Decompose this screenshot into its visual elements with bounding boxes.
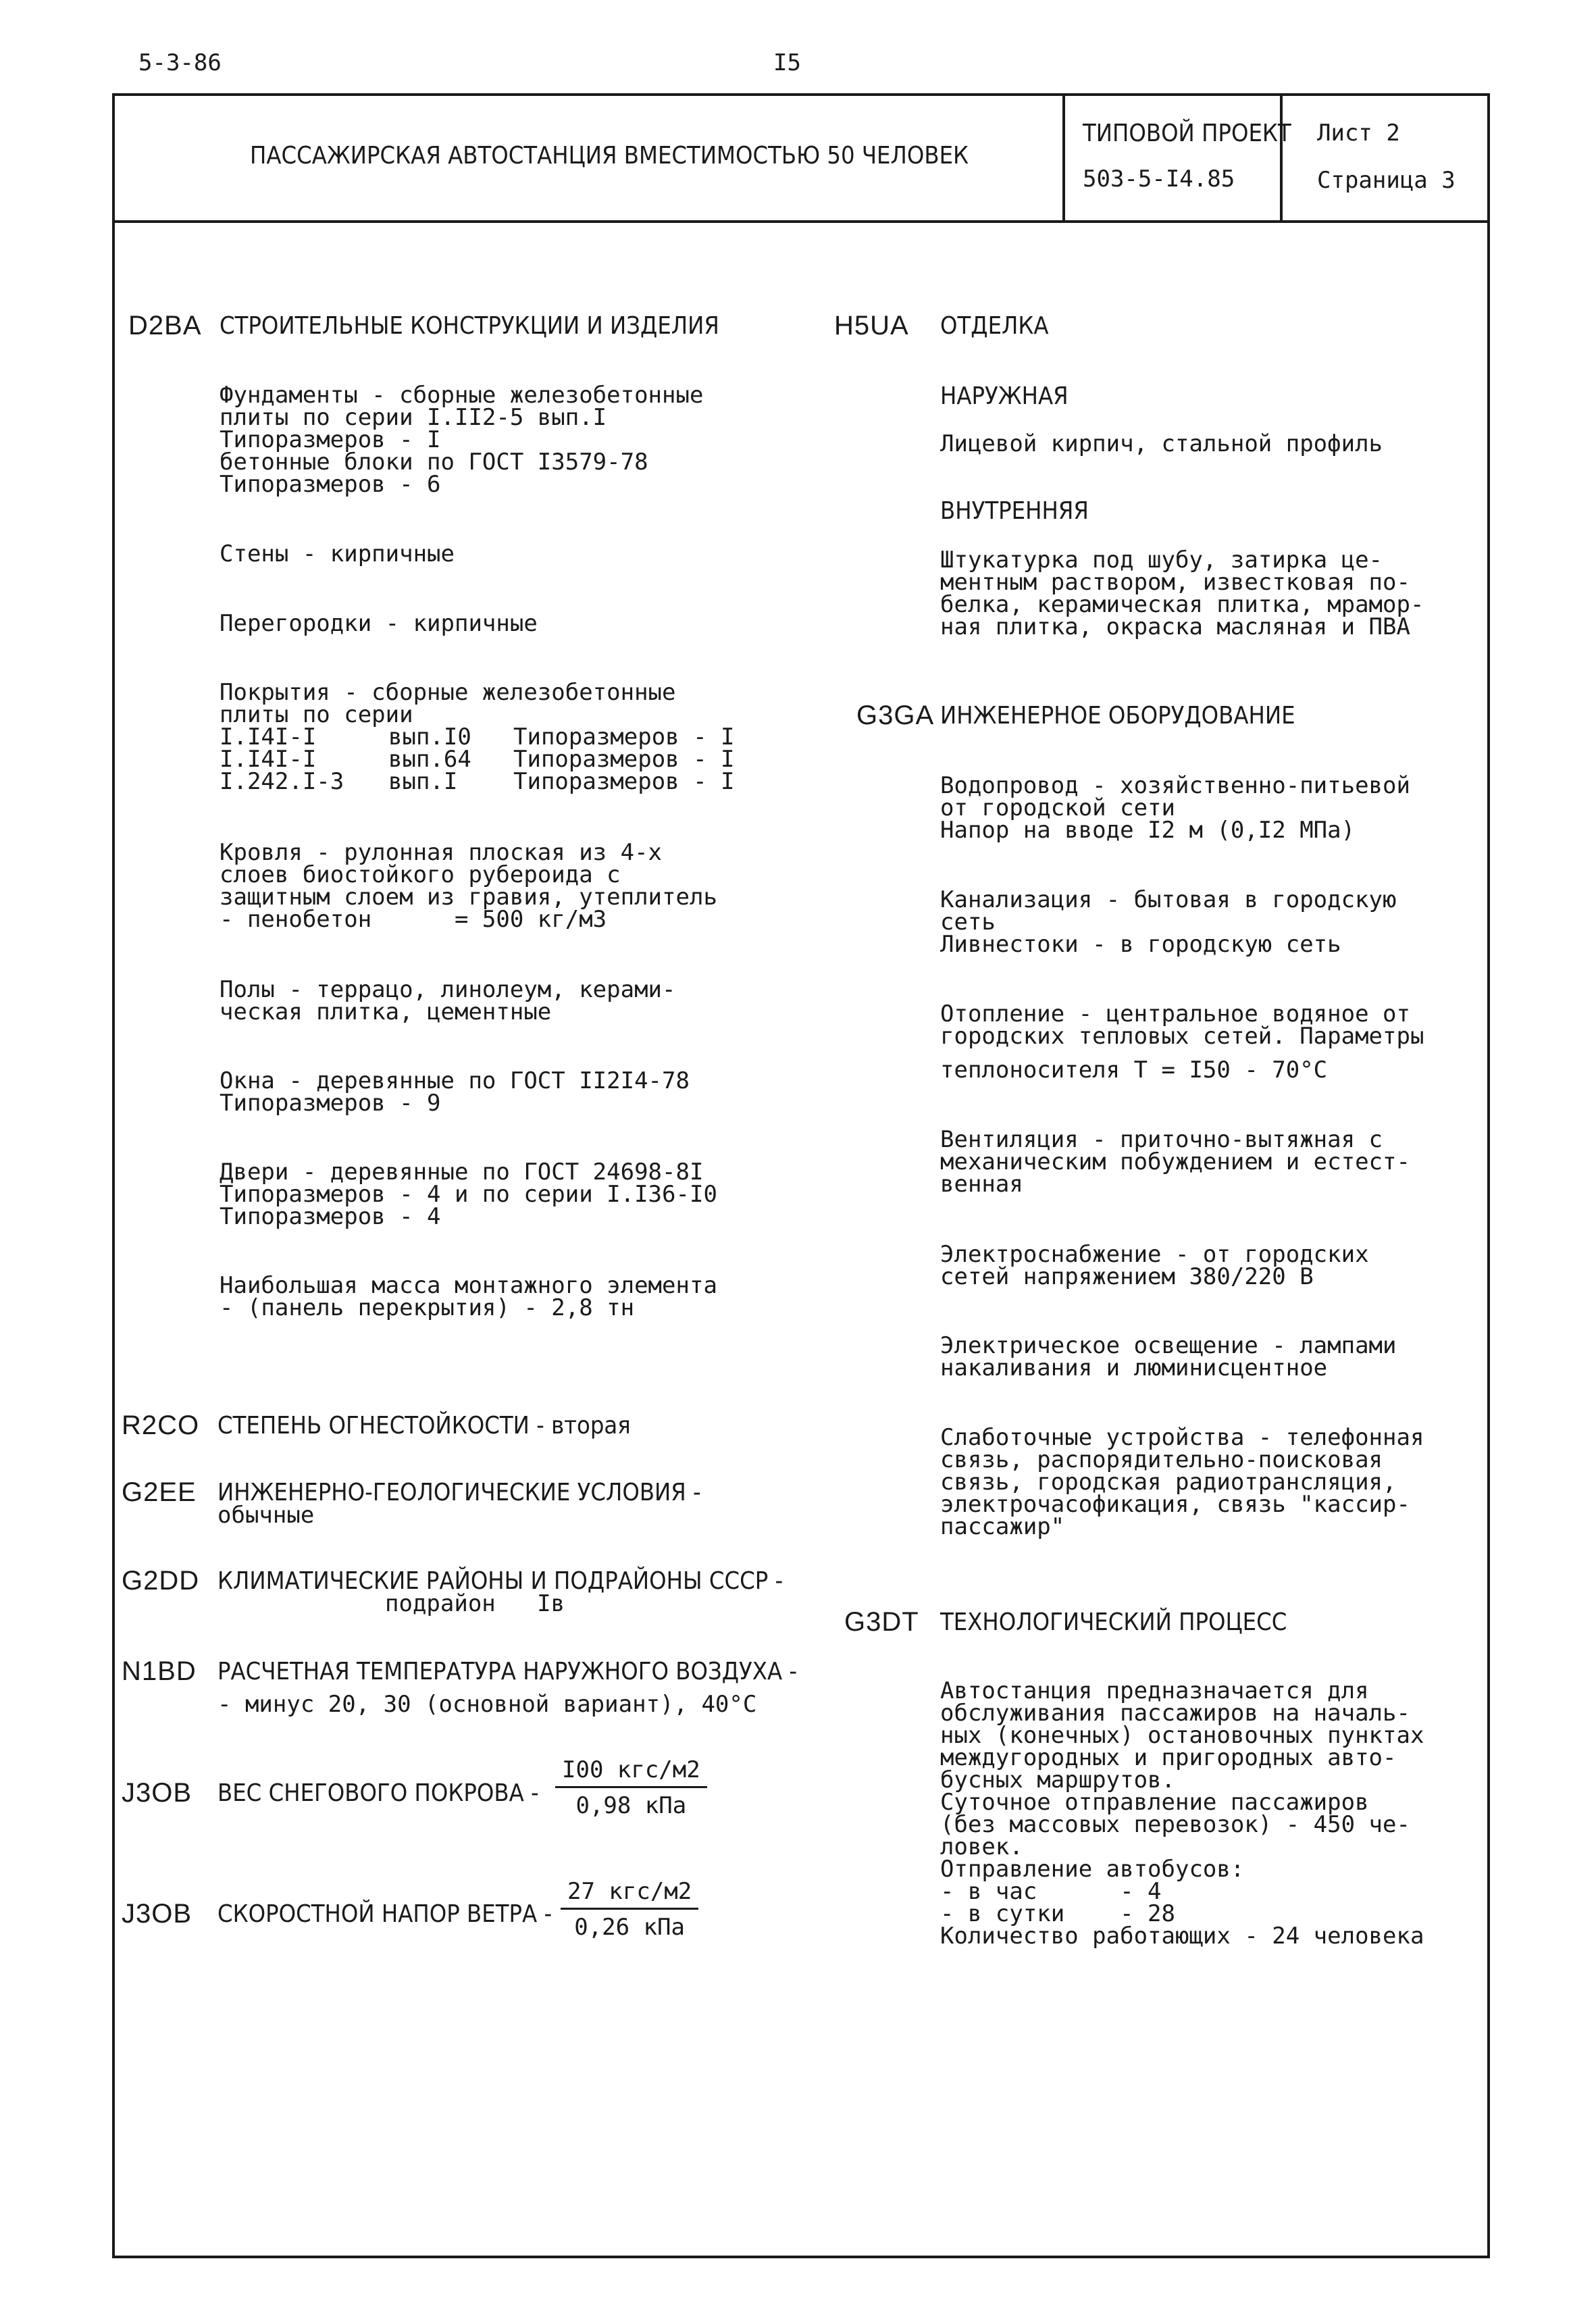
fraction-denominator: 0,26 кПа: [574, 1914, 685, 1941]
text-line: бусных маршрутов.: [940, 1766, 1175, 1794]
title-block-divider: [112, 220, 1490, 223]
section-heading: СТЕПЕНЬ ОГНЕСТОЙКОСТИ - вторая: [217, 1412, 631, 1440]
section-code: N1BD: [122, 1656, 197, 1686]
text-line: Вентиляция - приточно-вытяжная с: [940, 1126, 1383, 1153]
project-number: 503-5-I4.85: [1083, 166, 1235, 193]
text-line: - в час - 4: [940, 1878, 1162, 1905]
text-line: теплоносителя Т = I50 - 70°С: [940, 1057, 1328, 1084]
page-number: I5: [773, 49, 801, 76]
table-row-series: I.I4I-I: [220, 746, 317, 773]
text-line: Типоразмеров - I: [220, 426, 441, 453]
snow-fraction: [555, 1756, 707, 1819]
text-line: подрайон Iв: [385, 1590, 565, 1617]
text-line: ментным раствором, известковая по-: [940, 569, 1410, 596]
fraction-numerator: 27 кгс/м2: [561, 1878, 698, 1910]
table-row-issue: вып.I: [388, 768, 458, 795]
text-line: Канализация - бытовая в городскую: [940, 886, 1397, 913]
wind-fraction: [561, 1878, 698, 1941]
text-line: ловек.: [940, 1833, 1023, 1860]
text-line: обслуживания пассажиров на началь-: [940, 1700, 1410, 1727]
section-heading: ИНЖЕНЕРНО-ГЕОЛОГИЧЕСКИЕ УСЛОВИЯ -: [217, 1479, 701, 1506]
text-line: Кровля - рулонная плоская из 4-х: [220, 839, 663, 866]
text-line: сетей напряжением 380/220 В: [940, 1263, 1314, 1290]
section-heading: СТРОИТЕЛЬНЫЕ КОНСТРУКЦИИ И ИЗДЕЛИЯ: [220, 312, 719, 340]
text-line: Отправление автобусов:: [940, 1856, 1245, 1883]
table-row-sizes: Типоразмеров - I: [513, 746, 735, 773]
section-code: H5UA: [834, 311, 909, 340]
section-heading: ИНЖЕНЕРНОЕ ОБОРУДОВАНИЕ: [940, 702, 1295, 730]
text-line: накаливания и люминисцентное: [940, 1354, 1328, 1381]
text-line: механическим побуждением и естест-: [940, 1148, 1410, 1175]
table-row-sizes: Типоразмеров - I: [513, 768, 735, 795]
section-heading: СКОРОСТНОЙ НАПОР ВЕТРА -: [217, 1900, 552, 1928]
text-line: бетонные блоки по ГОСТ I3579-78: [220, 449, 648, 476]
text-line: Типоразмеров - 4: [220, 1203, 441, 1230]
text-line: Автостанция предназначается для: [940, 1677, 1369, 1704]
table-row-series: I.242.I-3: [220, 768, 344, 795]
text-line: плиты по серии I.II2-5 вып.I: [220, 404, 607, 431]
section-code: G2EE: [122, 1477, 197, 1507]
text-line: обычные: [217, 1502, 315, 1529]
text-line: - минус 20, 30 (основной вариант), 40°С: [217, 1691, 757, 1718]
text-line: ческая плитка, цементные: [220, 998, 552, 1025]
text-line: от городской сети: [940, 794, 1175, 821]
text-line: ных (конечных) остановочных пунктах: [940, 1722, 1424, 1749]
section-code: G3DT: [844, 1607, 919, 1637]
text-line: слоев биостойкого рубероида с: [220, 861, 621, 888]
section-code: D2BA: [128, 311, 202, 340]
text-line: Перегородки - кирпичные: [220, 610, 538, 637]
text-line: - (панель перекрытия) - 2,8 тн: [220, 1294, 635, 1321]
text-line: (без массовых перевозок) - 450 че-: [940, 1811, 1410, 1838]
text-line: сеть: [940, 909, 996, 936]
text-line: Водопровод - хозяйственно-питьевой: [940, 772, 1410, 799]
text-line: Электрическое освещение - лампами: [940, 1332, 1397, 1359]
text-line: белка, керамическая плитка, мрамор-: [940, 591, 1424, 618]
project-label: ТИПОВОЙ ПРОЕКТ: [1083, 120, 1291, 147]
page-label: Страница 3: [1317, 167, 1456, 194]
table-row-series: I.I4I-I: [220, 723, 317, 751]
text-line: Окна - деревянные по ГОСТ II2I4-78: [220, 1067, 690, 1094]
table-row-issue: вып.64: [388, 746, 471, 773]
page-code: 5-3-86: [138, 49, 222, 76]
section-heading: ВЕС СНЕГОВОГО ПОКРОВА -: [217, 1779, 539, 1807]
section-code: R2CO: [122, 1410, 200, 1440]
text-line: Типоразмеров - 9: [220, 1090, 441, 1117]
sheet-number: Лист 2: [1317, 120, 1400, 147]
text-line: Типоразмеров - 4 и по серии I.I36-I0: [220, 1181, 717, 1208]
title-block-separator: [1280, 93, 1283, 222]
document-title: ПАССАЖИРСКАЯ АВТОСТАНЦИЯ ВМЕСТИМОСТЬЮ 50 ЧЕЛОВЕК: [250, 142, 969, 170]
text-line: Двери - деревянные по ГОСТ 24698-8I: [220, 1159, 704, 1186]
text-line: защитным слоем из гравия, утеплитель: [220, 884, 717, 911]
section-code: G2DD: [122, 1566, 200, 1596]
fraction-denominator: 0,98 кПа: [575, 1792, 687, 1819]
text-line: Напор на вводе I2 м (0,I2 МПа): [940, 817, 1356, 844]
text-line: Покрытия - сборные железобетонные: [220, 679, 676, 706]
text-line: Стены - кирпичные: [220, 540, 455, 567]
section-code: G3GA: [856, 701, 935, 730]
text-line: Отопление - центральное водяное от: [940, 1000, 1410, 1027]
text-line: связь, распорядительно-поисковая: [940, 1446, 1383, 1473]
text-line: - пенобетон = 500 кг/м3: [220, 906, 607, 933]
text-line: плиты по серии: [220, 701, 413, 728]
text-line: Типоразмеров - 6: [220, 471, 441, 498]
text-line: Полы - террацо, линолеум, керами-: [220, 976, 676, 1003]
text-line: Лицевой кирпич, стальной профиль: [940, 430, 1383, 457]
text-line: Слаботочные устройства - телефонная: [940, 1424, 1424, 1451]
text-line: связь, городская радиотрансляция,: [940, 1469, 1397, 1496]
table-row-issue: вып.I0: [388, 723, 471, 751]
text-line: городских тепловых сетей. Параметры: [940, 1023, 1424, 1050]
text-line: венная: [940, 1171, 1023, 1198]
title-block-separator: [1062, 93, 1065, 222]
text-line: электрочасофикация, связь "кассир-: [940, 1491, 1410, 1518]
text-line: Суточное отправление пассажиров: [940, 1789, 1369, 1816]
text-line: пассажир": [940, 1513, 1065, 1540]
table-row-sizes: Типоразмеров - I: [513, 723, 735, 751]
text-line: Наибольшая масса монтажного элемента: [220, 1272, 717, 1299]
section-code: J3OB: [122, 1778, 192, 1808]
text-line: Штукатурка под шубу, затирка це-: [940, 547, 1383, 574]
text-line: Ливнестоки - в городскую сеть: [940, 931, 1341, 958]
text-line: Количество работающих - 24 человека: [940, 1923, 1424, 1950]
section-heading: ОТДЕЛКА: [940, 312, 1049, 340]
subheading: ВНУТРЕННЯЯ: [940, 497, 1089, 525]
subheading: НАРУЖНАЯ: [940, 382, 1069, 410]
text-line: Фундаменты - сборные железобетонные: [220, 382, 704, 409]
section-heading: РАСЧЕТНАЯ ТЕМПЕРАТУРА НАРУЖНОГО ВОЗДУХА -: [217, 1658, 798, 1685]
text-line: Электроснабжение - от городских: [940, 1241, 1369, 1268]
section-heading: КЛИМАТИЧЕСКИЕ РАЙОНЫ И ПОДРАЙОНЫ СССР -: [217, 1567, 783, 1595]
text-line: - в сутки - 28: [940, 1900, 1175, 1927]
section-heading: ТЕХНОЛОГИЧЕСКИЙ ПРОЦЕСС: [940, 1608, 1287, 1636]
section-code: J3OB: [122, 1899, 192, 1929]
text-line: ная плитка, окраска масляная и ПВА: [940, 613, 1410, 640]
text-line: междугородных и пригородных авто-: [940, 1744, 1397, 1771]
fraction-numerator: I00 кгс/м2: [555, 1756, 707, 1788]
